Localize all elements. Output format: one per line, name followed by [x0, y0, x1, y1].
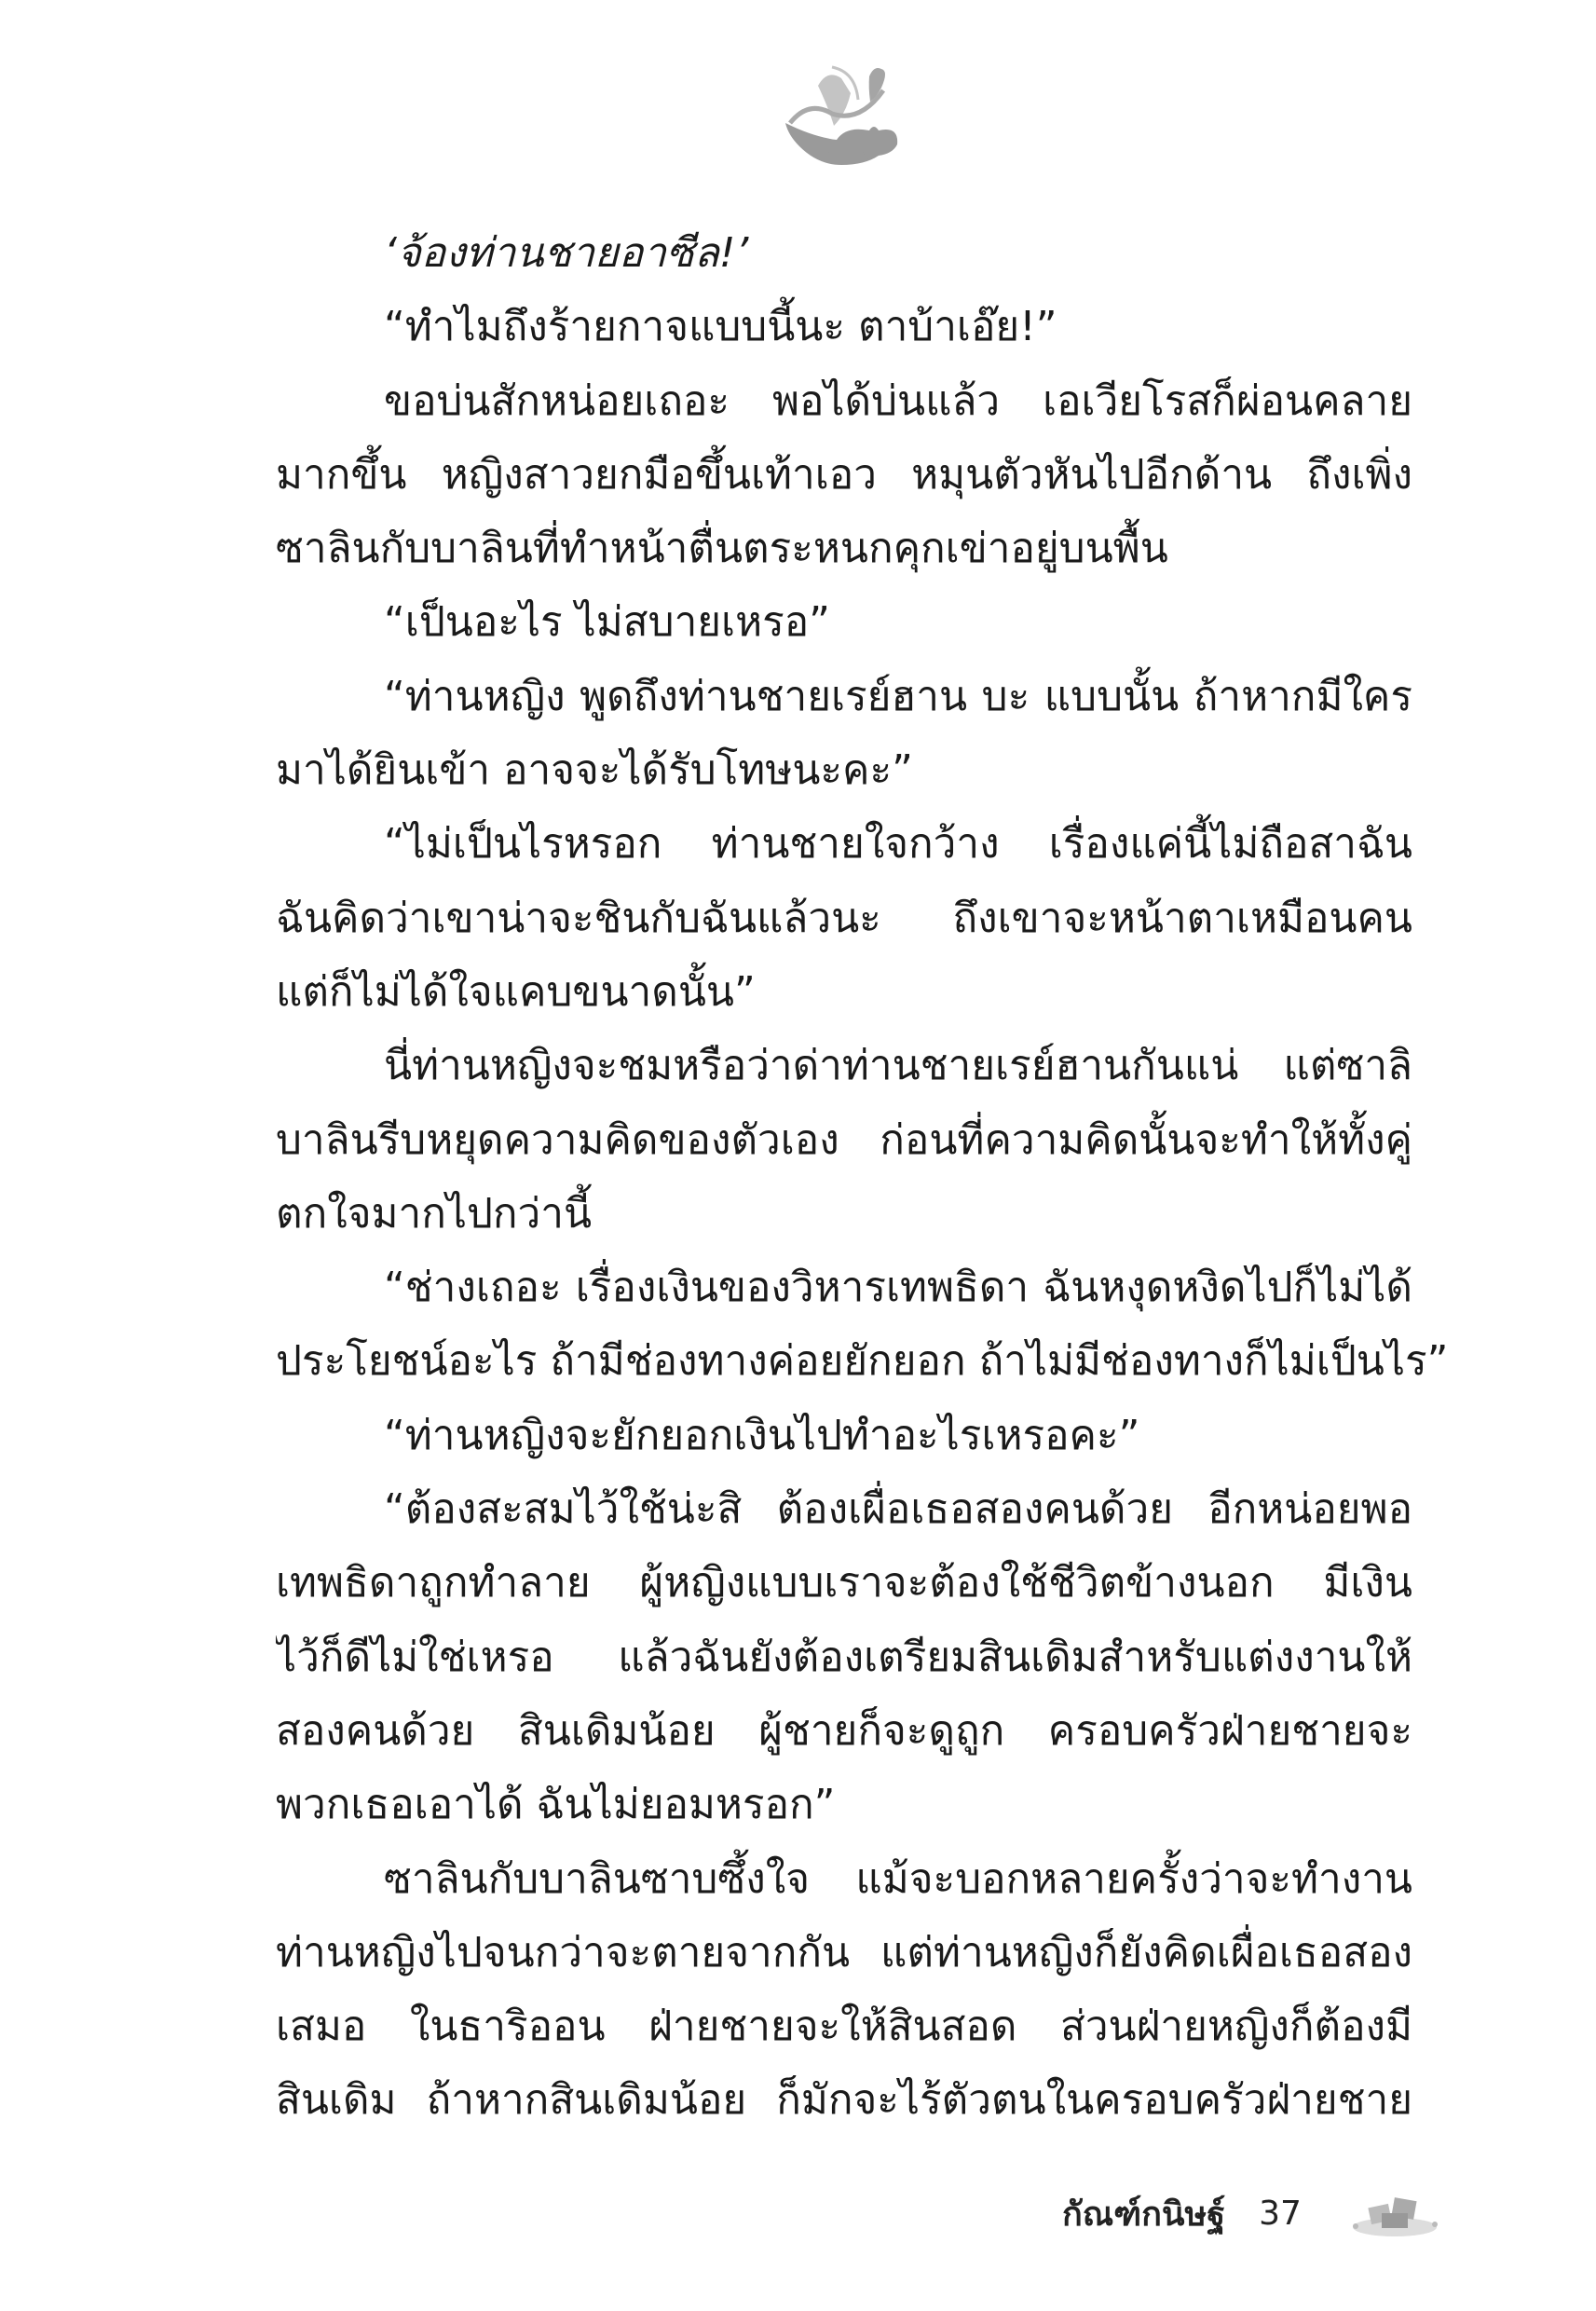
- text-line: ขอบ่นสักหน่อยเถอะ พอได้บ่นแล้ว เอเวียโรสก็ผ่อนคลาย: [384, 376, 1412, 425]
- text-line: มากขึ้น หญิงสาวยกมือขึ้นเท้าเอว หมุนตัวหันไปอีกด้าน ถึงเพิ่ง: [276, 450, 1412, 499]
- text-line: พวกเธอเอาได้ ฉันไม่ยอมหรอก”: [276, 1781, 836, 1829]
- genie-lamp-cupid-icon: [781, 58, 902, 170]
- text-line: สินเดิม ถ้าหากสินเดิมน้อย ก็มักจะไร้ตัวตนในครอบครัวฝ่ายชาย: [276, 2076, 1412, 2125]
- text-line: “ท่านหญิงจะยักยอกเงินไปทำอะไรเหรอคะ”: [384, 1411, 1140, 1459]
- text-line: ตกใจมากไปกว่านี้: [276, 1189, 593, 1238]
- body-text: [276, 216, 1449, 2138]
- page-number: 37: [1259, 2194, 1302, 2233]
- text-line: ไว้ก็ดีไม่ใช่เหรอ แล้วฉันยังต้องเตรียมสินเดิมสำหรับแต่งงานให้: [276, 1633, 1412, 1681]
- text-line: ‘จ้องท่านชายอาซีล!’: [384, 229, 749, 277]
- text-line: ซาลินกับบาลินซาบซึ้งใจ แม้จะบอกหลายครั้งว่าจะทำงาน: [384, 1854, 1412, 1903]
- text-line: “ไม่เป็นไรหรอก ท่านชายใจกว้าง เรื่องแค่นี้ไม่ถือสาฉัน: [384, 820, 1412, 868]
- text-line: แต่ก็ไม่ได้ใจแคบขนาดนั้น”: [276, 967, 756, 1016]
- text-line: “ช่างเถอะ เรื่องเงินของวิหารเทพธิดา ฉันหงุดหงิดไปก็ไม่ได้: [384, 1264, 1412, 1312]
- text-line: เสมอ ในธาริออน ฝ่ายชายจะให้สินสอด ส่วนฝ่ายหญิงก็ต้องมี: [276, 2003, 1412, 2051]
- text-line: “ต้องสะสมไว้ใช้น่ะสิ ต้องเผื่อเธอสองคนด้วย อีกหน่อยพอ: [384, 1485, 1412, 1534]
- text-line: มาได้ยินเข้า อาจจะได้รับโทษนะคะ”: [276, 746, 913, 795]
- text-line: นี่ท่านหญิงจะชมหรือว่าด่าท่านชายเรย์ฮานกันแน่ แต่ซาลิ: [384, 1042, 1412, 1090]
- text-line: “ท่านหญิง พูดถึงท่านชายเรย์ฮาน บะ แบบนั้น ถ้าหากมีใคร: [384, 672, 1412, 720]
- text-line: ซาลินกับบาลินที่ทำหน้าตื่นตระหนกคุกเข่าอยู่บนพื้น: [276, 525, 1168, 573]
- text-line: “เป็นอะไร ไม่สบายเหรอ”: [384, 598, 830, 647]
- book-title: กัณฑ์กนิษฐ์: [1062, 2195, 1226, 2234]
- text-line: ประโยชน์อะไร ถ้ามีช่องทางค่อยยักยอก ถ้าไม่มีช่องทางก็ไม่เป็นไร”: [276, 1337, 1449, 1386]
- treasure-pile-icon: [1346, 2185, 1444, 2241]
- text-line: ฉันคิดว่าเขาน่าจะชินกับฉันแล้วนะ ถึงเขาจะหน้าตาเหมือนคน: [276, 894, 1412, 942]
- text-line: บาลินรีบหยุดความคิดของตัวเอง ก่อนที่ความคิดนั้นจะทำให้ทั้งคู่: [276, 1115, 1412, 1164]
- text-line: สองคนด้วย สินเดิมน้อย ผู้ชายก็จะดูถูก ครอบครัวฝ่ายชายจะ: [276, 1706, 1412, 1755]
- text-line: เทพธิดาถูกทำลาย ผู้หญิงแบบเราจะต้องใช้ชีวิตข้างนอก มีเงิน: [276, 1559, 1412, 1607]
- page-footer: [1062, 2185, 1302, 2241]
- text-line: ท่านหญิงไปจนกว่าจะตายจากกัน แต่ท่านหญิงก็ยังคิดเผื่อเธอสอง: [276, 1928, 1412, 1976]
- text-line: “ทำไมถึงร้ายกาจแบบนี้นะ ตาบ้าเอ๊ย!”: [384, 303, 1057, 351]
